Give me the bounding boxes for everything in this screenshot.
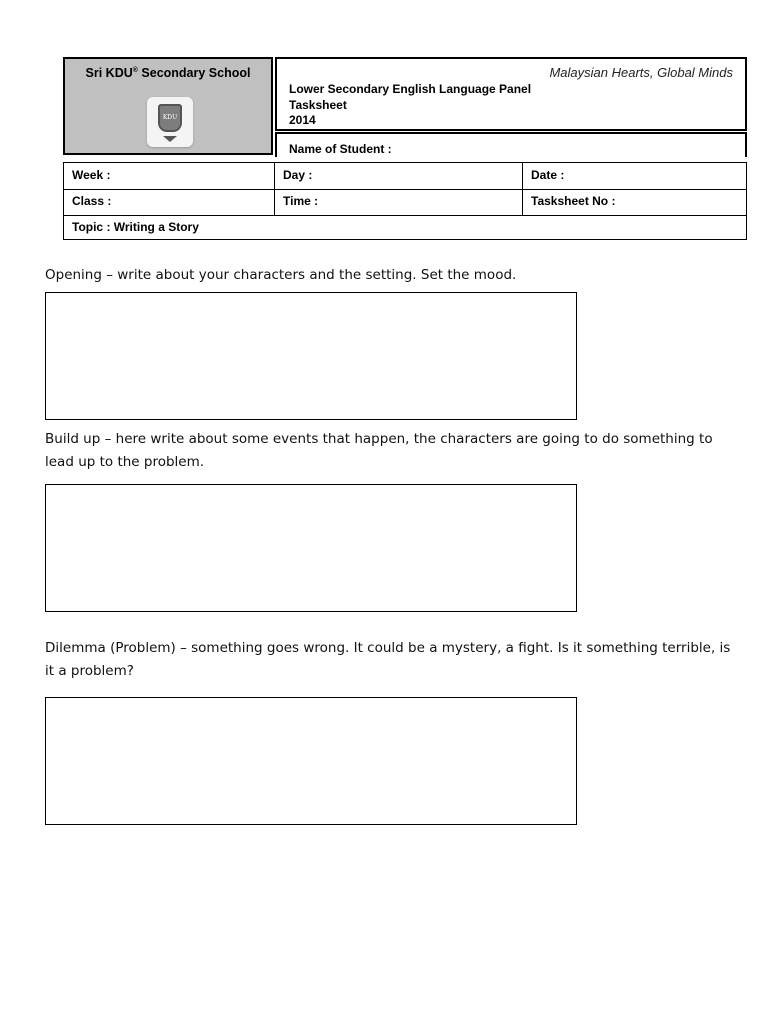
shield-icon xyxy=(158,104,182,132)
week-cell[interactable]: Week : xyxy=(64,163,275,189)
logo-text: KDU xyxy=(162,114,178,121)
school-name xyxy=(65,66,271,80)
school-motto: Malaysian Hearts, Global Minds xyxy=(549,65,733,80)
panel-line: Lower Secondary English Language Panel xyxy=(289,82,532,96)
panel-info xyxy=(289,82,531,129)
table-row xyxy=(64,163,746,190)
info-table xyxy=(63,162,747,240)
school-header-panel xyxy=(63,57,273,155)
table-row xyxy=(64,215,746,241)
table-row xyxy=(64,189,746,216)
school-name-text: Sri KDU xyxy=(85,66,133,80)
dilemma-prompt: Dilemma (Problem) – something goes wrong. It could be a mystery, a fight. Is it something terrible, is it a problem? xyxy=(45,640,731,679)
school-name-suffix: Secondary School xyxy=(141,66,251,80)
registered-mark: ® xyxy=(132,66,138,74)
build-up-answer-box[interactable] xyxy=(45,484,577,612)
class-cell[interactable]: Class : xyxy=(64,189,275,215)
opening-prompt: Opening – write about your characters and the setting. Set the mood. xyxy=(45,267,517,283)
panel-header xyxy=(275,57,747,131)
tasksheet-no-cell[interactable]: Tasksheet No : xyxy=(531,194,616,208)
dilemma-answer-box[interactable] xyxy=(45,697,577,825)
chevron-down-icon xyxy=(163,136,177,142)
build-up-prompt: Build up – here write about some events that happen, the characters are going to do something to lead up to the problem. xyxy=(45,431,713,470)
topic-cell: Topic : Writing a Story xyxy=(72,220,199,234)
student-name-field[interactable] xyxy=(275,132,747,157)
date-cell[interactable]: Date : xyxy=(531,168,565,182)
panel-line: Tasksheet xyxy=(289,97,347,112)
student-name-label: Name of Student : xyxy=(289,142,392,156)
day-cell[interactable]: Day : xyxy=(275,163,523,189)
panel-line: 2014 xyxy=(289,113,316,127)
school-logo xyxy=(147,97,193,147)
opening-answer-box[interactable] xyxy=(45,292,577,420)
time-cell[interactable]: Time : xyxy=(275,189,523,215)
